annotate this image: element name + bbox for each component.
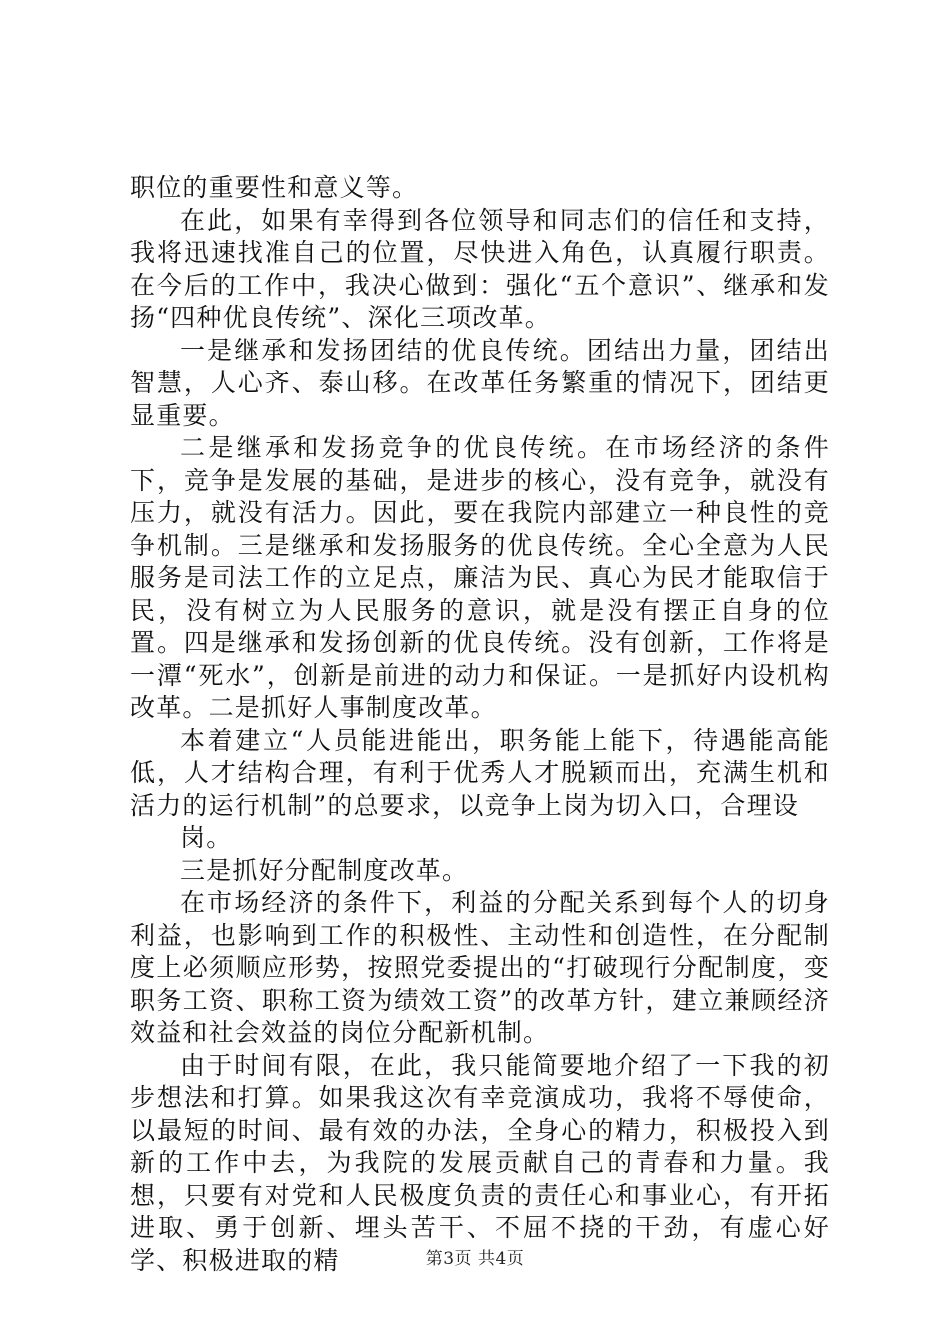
paragraph-commitment: 在此，如果有幸得到各位领导和同志们的信任和支持，我将迅速找准自己的位置，尽快进入角色，认真履行职责。在今后的工作中，我决心做到：强化“五个意识”、继承和发扬“四种优良传统”、深化三项改革。 — [130, 205, 830, 332]
paragraph-competition-tradition: 二是继承和发扬竞争的优良传统。在市场经济的条件下，竞争是发展的基础，是进步的核心，没有竞争，就没有压力，就没有活力。因此，要在我院内部建立一种良性的竞争机制。三是继承和发扬服务的优良传统。全心全意为人民服务是司法工作的立足点，廉洁为民、真心为民才能取信于民，没有树立为人民服务的意识，就是没有摆正自身的位置。四是继承和发扬创新的优良传统。没有创新，工作将是一潭“死水”，创新是前进的动力和保证。一是抓好内设机构改革。二是抓好人事制度改革。 — [130, 433, 830, 722]
paragraph-fragment: 岗。 — [180, 823, 233, 852]
paragraph-personnel-reform: 本着建立“人员能进能出，职务能上能下，待遇能高能低，人才结构合理，有利于优秀人才脱颖而出，充满生机和活力的运行机制”的总要求，以竞争上岗为切入口，合理设 — [130, 725, 830, 820]
paragraph-distribution-reform: 在市场经济的条件下，利益的分配关系到每个人的切身利益，也影响到工作的积极性、主动性和创造性，在分配制度上必须顺应形势，按照党委提出的“打破现行分配制度，变职务工资、职称工资为绩效工资”的改革方针，建立兼顾经济效益和社会效益的岗位分配新机制。 — [130, 888, 830, 1047]
paragraph-unity-tradition: 一是继承和发扬团结的优良传统。团结出力量，团结出智慧，人心齐、泰山移。在改革任务繁重的情况下，团结更显重要。 — [130, 335, 830, 430]
paragraph-distribution-heading: 三是抓好分配制度改革。 — [180, 855, 469, 885]
page-number-footer: 第3页 共4页 — [425, 1249, 525, 1269]
document-body — [130, 172, 830, 1277]
paragraph-continuation: 职位的重要性和意义等。 — [130, 173, 419, 202]
paragraph-closing: 由于时间有限，在此，我只能简要地介绍了一下我的初步想法和打算。如果我这次有幸竞演成功，我将不辱使命，以最短的时间、最有效的办法，全身心的精力，积极投入到新的工作中去，为我院的发展贡献自己的青春和力量。我想，只要有对党和人民极度负责的责任心和事业心，有开拓进取、勇于创新、埋头苦干、不屈不挠的干劲，有虚心好学、积极进取的精 — [130, 1050, 830, 1275]
